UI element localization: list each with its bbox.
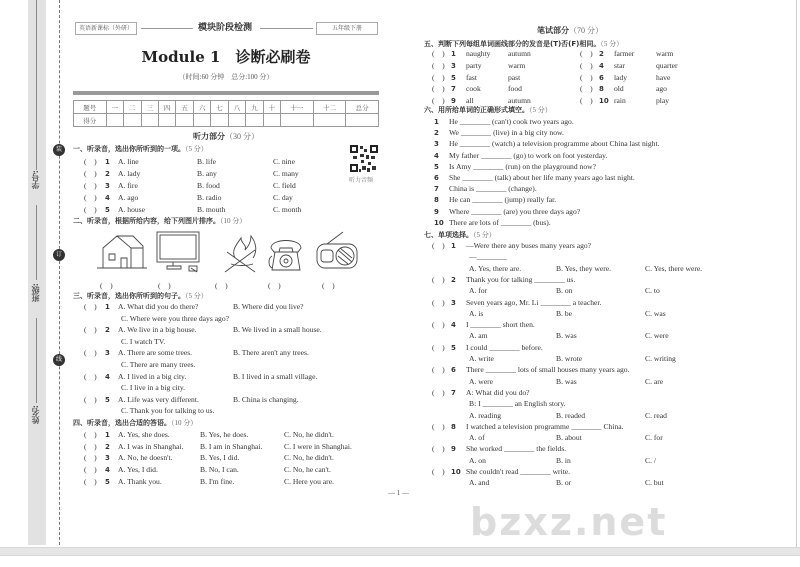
- option-a: A. Life was very different.: [118, 394, 199, 404]
- question-number: 6: [599, 73, 604, 82]
- table-column-header: 四: [158, 101, 175, 114]
- word-1: star: [614, 60, 625, 70]
- option-c: C. No, he didn't.: [284, 430, 334, 439]
- fill-in-sentence[interactable]: China is ________ (change).: [449, 184, 537, 194]
- option-b: B. wrote: [556, 354, 583, 363]
- option-b: B. China is changing.: [233, 394, 299, 404]
- question-line: —________: [469, 252, 507, 262]
- answer-blank[interactable]: ( ): [84, 302, 97, 311]
- section-4-heading-title: 四、听录音，选出合适的答语。: [73, 419, 171, 427]
- radio-picture: [317, 232, 357, 268]
- table-row-label: 得分: [74, 114, 107, 127]
- answer-blank[interactable]: ( ): [84, 348, 97, 358]
- option-c: C. read: [645, 410, 667, 420]
- answer-blank[interactable]: ( ): [432, 467, 445, 476]
- section-1-heading-title: 一、听录音，选出你所听到的一项。: [73, 145, 185, 153]
- question-number: 7: [451, 388, 456, 397]
- score-cell[interactable]: [141, 114, 158, 127]
- table-column-header: 九: [246, 101, 263, 114]
- answer-blank[interactable]: ( ): [580, 60, 593, 70]
- answer-blank[interactable]: ( ): [432, 72, 445, 82]
- house-picture: [97, 236, 147, 268]
- grade-tag: 五年级下册: [316, 22, 378, 35]
- option-c: C. Thank you for talking to us.: [121, 406, 215, 416]
- question-number: 2: [434, 129, 439, 138]
- question-number: 1: [105, 303, 110, 311]
- question-number: 7: [434, 185, 439, 194]
- answer-blank[interactable]: ( ): [432, 274, 445, 284]
- option-c: C. nine: [273, 157, 295, 166]
- section-4-heading-points: （10 分）: [171, 419, 198, 427]
- option-b: B. food: [197, 181, 220, 190]
- class-label: 班级:: [31, 283, 40, 303]
- option-a: A. Yes, I did.: [118, 465, 158, 475]
- option-b: B. in: [556, 455, 571, 465]
- question-number: 7: [451, 85, 456, 94]
- question-number: 9: [451, 97, 456, 106]
- option-c: C. to: [645, 286, 660, 296]
- qr-code-icon[interactable]: [350, 145, 378, 172]
- answer-blank[interactable]: ( ): [432, 320, 445, 330]
- answer-blank[interactable]: ( ): [84, 430, 97, 439]
- question-number: 10: [599, 97, 609, 106]
- question-number: 2: [105, 170, 110, 178]
- word-1: fast: [466, 72, 477, 82]
- option-a: A. I was in Shanghai.: [118, 441, 184, 451]
- option-a: A. house: [118, 205, 145, 214]
- score-cell[interactable]: [246, 114, 263, 127]
- page-gap: [0, 547, 800, 556]
- word-1: rain: [614, 96, 626, 106]
- option-c: C. No, he can't.: [284, 465, 331, 475]
- word-2: play: [656, 96, 670, 106]
- option-a: A. write: [469, 354, 494, 363]
- question-stem: I could ________ before.: [466, 342, 543, 352]
- option-a: A. is: [469, 308, 484, 318]
- question-number: 2: [451, 275, 456, 284]
- question-number: 5: [105, 477, 110, 486]
- section-1-heading: [73, 144, 208, 154]
- option-b: B. was: [556, 376, 577, 386]
- watermark: bzxz.net: [470, 500, 668, 544]
- section-6-heading: [424, 105, 552, 115]
- fill-in-sentence[interactable]: He ________ (can't) cook two years ago.: [449, 117, 574, 126]
- question-number: 3: [105, 454, 110, 463]
- option-a: A. We live in a big house.: [118, 325, 197, 335]
- option-c: C. Yes, there were.: [645, 263, 703, 273]
- word-2: autumn: [508, 96, 531, 106]
- question-number: 5: [451, 343, 456, 352]
- page-edge: [796, 0, 797, 547]
- question-number: 4: [434, 151, 439, 160]
- answer-blank[interactable]: ( ): [84, 169, 97, 178]
- section-1-heading-points: （5 分）: [185, 145, 208, 153]
- score-cell[interactable]: [263, 114, 280, 127]
- word-1: all: [466, 96, 474, 106]
- answer-blank[interactable]: ( ): [432, 365, 445, 375]
- option-a: A. line: [118, 157, 139, 166]
- score-cell[interactable]: [281, 114, 314, 127]
- question-number: 5: [434, 162, 439, 171]
- section-2-heading: [73, 216, 246, 226]
- option-c: C. There are many trees.: [121, 360, 196, 369]
- answer-blank[interactable]: ( ): [84, 181, 97, 190]
- divider: [141, 28, 193, 29]
- answer-blank[interactable]: ( ): [268, 281, 281, 290]
- fill-in-sentence[interactable]: He can ________ (jump) really far.: [449, 195, 557, 205]
- qr-caption: 听力音频: [349, 177, 374, 184]
- option-b: B. about: [556, 433, 582, 443]
- option-a: A. and: [469, 478, 490, 488]
- word-2: ago: [656, 84, 667, 94]
- answer-blank[interactable]: ( ): [84, 394, 97, 404]
- answer-blank[interactable]: ( ): [580, 84, 593, 94]
- option-a: A. Yes, she does.: [118, 430, 170, 439]
- word-2: past: [508, 72, 521, 82]
- answer-blank[interactable]: ( ): [322, 281, 335, 290]
- answer-blank[interactable]: ( ): [100, 281, 113, 290]
- curriculum-tag: 英语新课标（外研）: [75, 22, 137, 35]
- option-c: C. I were in Shanghai.: [284, 441, 352, 451]
- answer-blank[interactable]: ( ): [580, 49, 593, 58]
- section-6-heading-title: 六、用所给单词的正确形式填空。: [424, 106, 529, 114]
- question-stem: Thank you for talking ________ us.: [466, 274, 576, 284]
- question-stem: Seven years ago, Mr. Li ________ a teacher.: [466, 297, 602, 307]
- answer-blank[interactable]: ( ): [580, 72, 593, 82]
- section-5-heading-points: （5 分）: [600, 40, 624, 48]
- name-label: 姓名:: [31, 405, 40, 425]
- seal-mark: 线: [53, 354, 65, 366]
- student-number-label: 学号:: [31, 170, 40, 190]
- option-a: A. lady: [118, 169, 141, 178]
- divider-bar: [73, 91, 379, 95]
- question-stem: She worked ________ the fields.: [466, 444, 567, 454]
- answer-blank[interactable]: ( ): [84, 205, 97, 214]
- option-c: C. were: [645, 331, 669, 341]
- option-a: A. of: [469, 433, 485, 443]
- writing-heading: [420, 26, 720, 36]
- television-picture: [157, 232, 199, 272]
- option-b: B. was: [556, 331, 577, 341]
- fill-in-sentence[interactable]: She ________ (talk) about her life many years ago last night.: [449, 173, 635, 182]
- word-2: have: [656, 72, 671, 82]
- question-number: 4: [105, 466, 110, 475]
- option-b: B. mouth: [197, 205, 226, 214]
- score-cell[interactable]: [228, 114, 245, 127]
- option-c: C. for: [645, 433, 663, 443]
- score-table: [73, 100, 379, 127]
- section-5-heading-title: 五、判断下列每组单词画线部分的发音是(T)否(F)相同。: [424, 40, 601, 48]
- option-b: B. We lived in a small house.: [233, 325, 322, 335]
- option-b: B. be: [556, 308, 573, 318]
- question-number: 4: [105, 372, 110, 381]
- answer-blank[interactable]: ( ): [84, 157, 97, 166]
- option-b: B. any: [197, 169, 217, 178]
- table-column-header: 十一: [281, 101, 314, 114]
- word-1: party: [466, 60, 482, 70]
- option-a: A. No, he doesn't.: [118, 453, 173, 463]
- table-column-header: 十: [263, 101, 280, 114]
- answer-blank[interactable]: ( ): [432, 60, 445, 70]
- option-b: B. or: [556, 478, 572, 488]
- question-number: 3: [434, 140, 439, 149]
- word-2: warm: [656, 49, 674, 58]
- answer-blank[interactable]: ( ): [432, 342, 445, 352]
- score-cell[interactable]: [346, 114, 379, 127]
- option-a: A. ago: [118, 193, 139, 202]
- option-a: A. fire: [118, 181, 138, 190]
- divider: [260, 28, 313, 29]
- question-number: 9: [451, 445, 456, 454]
- question-number: 1: [434, 118, 439, 126]
- section-7-heading: [424, 230, 496, 240]
- writing-points: （70 分）: [569, 26, 603, 35]
- word-2: warm: [508, 60, 526, 70]
- word-1: farmer: [614, 49, 635, 58]
- table-column-header: 二: [124, 101, 141, 114]
- question-number: 2: [105, 326, 110, 335]
- section-5-heading: [424, 39, 623, 49]
- table-column-header: 六: [193, 101, 210, 114]
- table-column-header: 十二: [313, 101, 346, 114]
- section-7-heading-points: （5 分）: [473, 231, 496, 239]
- question-number: 6: [451, 366, 456, 375]
- option-c: C. are: [645, 376, 664, 386]
- table-column-header: 三: [141, 101, 158, 114]
- option-a: A. Yes, there are.: [469, 263, 522, 273]
- answer-blank[interactable]: ( ): [215, 281, 228, 290]
- question-number: 1: [105, 431, 110, 439]
- question-number: 6: [434, 174, 439, 182]
- question-number: 10: [451, 468, 461, 476]
- seal-mark: 装: [53, 144, 65, 156]
- question-number: 5: [105, 395, 110, 404]
- telephone-picture: [269, 241, 301, 271]
- word-1: old: [614, 84, 624, 94]
- question-number: 8: [451, 422, 456, 431]
- word-1: naughty: [466, 49, 491, 58]
- question-number: 4: [451, 321, 456, 330]
- question-number: 8: [599, 85, 604, 94]
- score-cell[interactable]: [158, 114, 175, 127]
- question-stem: I watched a television programme ________ China.: [466, 421, 624, 431]
- option-c: C. Where were you three days ago?: [121, 313, 230, 323]
- question-number: 4: [105, 194, 110, 202]
- writing-title: 笔试部分: [537, 26, 569, 35]
- score-cell[interactable]: [211, 114, 228, 127]
- section-3-heading: [73, 291, 208, 301]
- question-number: 3: [451, 61, 456, 70]
- option-b: B. on: [556, 286, 573, 296]
- question-number: 9: [434, 207, 439, 216]
- answer-blank[interactable]: ( ): [84, 453, 97, 463]
- option-b: B. radio: [197, 193, 222, 202]
- word-1: lady: [614, 72, 628, 82]
- option-c: C. but: [645, 478, 664, 488]
- fill-in-sentence[interactable]: He ________ (watch) a television programme about China last night.: [449, 139, 660, 149]
- question-number: 1: [451, 50, 456, 58]
- option-b: B. I am in Shanghai.: [200, 441, 263, 451]
- fill-in-sentence[interactable]: There are lots of ________ (bus).: [449, 217, 551, 227]
- option-c: C. many: [273, 169, 299, 178]
- page-title: Module 1 诊断必刷卷: [141, 48, 311, 66]
- campfire-picture: [225, 236, 256, 272]
- option-b: B. Yes, they were.: [556, 263, 612, 273]
- word-2: quarter: [656, 60, 678, 70]
- option-b: B. There aren't any trees.: [233, 348, 309, 358]
- answer-blank[interactable]: ( ): [84, 325, 97, 335]
- option-c: C. writing: [645, 354, 676, 363]
- option-b: B. I lived in a small village.: [233, 371, 318, 381]
- question-number: 3: [105, 349, 110, 358]
- series-title: 模块阶段检测: [198, 23, 253, 33]
- section-7-heading-title: 七、单项选择。: [424, 231, 473, 239]
- option-b: B. Yes, he does.: [200, 430, 249, 439]
- word-2: autumn: [508, 49, 531, 58]
- question-stem: I ________ short then.: [466, 320, 535, 330]
- option-c: C. day: [273, 193, 293, 202]
- option-c: C. /: [645, 455, 656, 465]
- question-number: 5: [451, 73, 456, 82]
- answer-blank[interactable]: ( ): [432, 297, 445, 307]
- score-cell[interactable]: [106, 114, 123, 127]
- answer-blank[interactable]: ( ): [84, 465, 97, 475]
- divider: [36, 205, 37, 280]
- question-number: 2: [105, 442, 110, 451]
- option-c: C. field: [273, 181, 296, 190]
- answer-blank[interactable]: ( ): [158, 281, 171, 290]
- option-c: C. Here you are.: [284, 476, 334, 486]
- table-column-header: 总分: [346, 101, 379, 114]
- question-stem: She couldn't read ________ write.: [466, 467, 571, 476]
- divider: [36, 0, 37, 170]
- answer-blank[interactable]: ( ): [432, 49, 445, 58]
- answer-blank[interactable]: ( ): [84, 441, 97, 451]
- table-column-header: 一: [106, 101, 123, 114]
- answer-blank[interactable]: ( ): [580, 96, 593, 106]
- question-number: 4: [599, 61, 604, 70]
- question-number: 8: [434, 196, 439, 205]
- fill-in-sentence[interactable]: Where ________ (are) you three days ago?: [449, 206, 581, 216]
- page-number: — 1 —: [388, 489, 409, 497]
- word-1: cook: [466, 84, 481, 94]
- question-stem: —Were there any buses many years ago?: [466, 241, 592, 250]
- option-a: A. for: [469, 286, 488, 296]
- exam-info: （时间:60 分钟 总分:100 分）: [178, 73, 274, 81]
- answer-blank[interactable]: ( ): [432, 444, 445, 454]
- option-c: C. I watch TV.: [121, 336, 166, 346]
- listening-title: 听力部分: [193, 132, 225, 141]
- section-6-heading-points: （5 分）: [529, 106, 552, 114]
- score-cell[interactable]: [176, 114, 193, 127]
- listening-heading: [0, 132, 452, 142]
- score-cell[interactable]: [313, 114, 346, 127]
- table-column-header: 七: [211, 101, 228, 114]
- answer-blank[interactable]: ( ): [432, 387, 445, 397]
- section-2-heading-points: （10 分）: [220, 217, 247, 225]
- question-stem: A: What did you do?: [466, 387, 530, 397]
- section-4-heading: [73, 418, 197, 428]
- question-number: 5: [105, 206, 110, 214]
- option-c: C. was: [645, 308, 666, 318]
- option-b: B. No, I can.: [200, 465, 239, 475]
- option-a: A. reading: [469, 410, 502, 420]
- option-a: A. There are some trees.: [118, 348, 193, 358]
- table-column-header: 八: [228, 101, 245, 114]
- score-cell[interactable]: [124, 114, 141, 127]
- score-cell[interactable]: [193, 114, 210, 127]
- option-a: A. I lived in a big city.: [118, 371, 187, 381]
- section-2-heading-title: 二、听录音，根据所给内容，给下列图片排序。: [73, 217, 220, 225]
- option-b: B. life: [197, 157, 216, 166]
- option-b: B. Where did you live?: [233, 302, 304, 311]
- section-3-heading-points: （5 分）: [185, 292, 208, 300]
- table-column-header: 五: [176, 101, 193, 114]
- question-number: 3: [451, 298, 456, 307]
- option-b: B. I'm fine.: [200, 476, 235, 486]
- listening-points: （30 分）: [225, 132, 259, 141]
- answer-blank[interactable]: ( ): [84, 193, 97, 202]
- fill-in-sentence[interactable]: We ________ (live) in a big city now.: [449, 128, 564, 138]
- fill-in-sentence[interactable]: My father ________ (go) to work on foot yesterday.: [449, 150, 608, 160]
- answer-blank[interactable]: ( ): [432, 96, 445, 106]
- answer-blank[interactable]: ( ): [432, 241, 445, 250]
- option-b: B. Yes, I did.: [200, 453, 240, 463]
- option-c: C. I live in a big city.: [121, 383, 186, 393]
- question-number: 10: [434, 218, 444, 227]
- option-a: A. Thank you.: [118, 476, 162, 486]
- divider: [36, 318, 37, 403]
- table-header-label: 题号: [74, 101, 107, 114]
- question-number: 3: [105, 182, 110, 190]
- option-a: A. on: [469, 455, 486, 465]
- question-number: 1: [105, 158, 110, 166]
- question-line: B: I ________ an English story.: [469, 399, 566, 409]
- word-2: food: [508, 84, 522, 94]
- answer-blank[interactable]: ( ): [84, 371, 97, 381]
- answer-blank[interactable]: ( ): [432, 84, 445, 94]
- answer-blank[interactable]: ( ): [84, 476, 97, 486]
- option-b: B. readed: [556, 410, 586, 420]
- section-3-heading-title: 三、听录音，选出你所听到的句子。: [73, 292, 185, 300]
- option-a: A. am: [469, 331, 488, 341]
- option-a: A. What did you do there?: [118, 302, 199, 311]
- option-c: C. month: [273, 205, 302, 214]
- seal-mark: 订: [53, 249, 65, 261]
- answer-blank[interactable]: ( ): [432, 421, 445, 431]
- option-c: C. No, he didn't.: [284, 453, 334, 463]
- option-a: A. were: [469, 376, 494, 386]
- question-number: 1: [451, 242, 456, 250]
- question-number: 2: [599, 50, 604, 58]
- question-stem: There ________ lots of small houses many years ago.: [466, 365, 630, 375]
- fill-in-sentence[interactable]: Is Amy ________ (run) on the playground now?: [449, 161, 597, 171]
